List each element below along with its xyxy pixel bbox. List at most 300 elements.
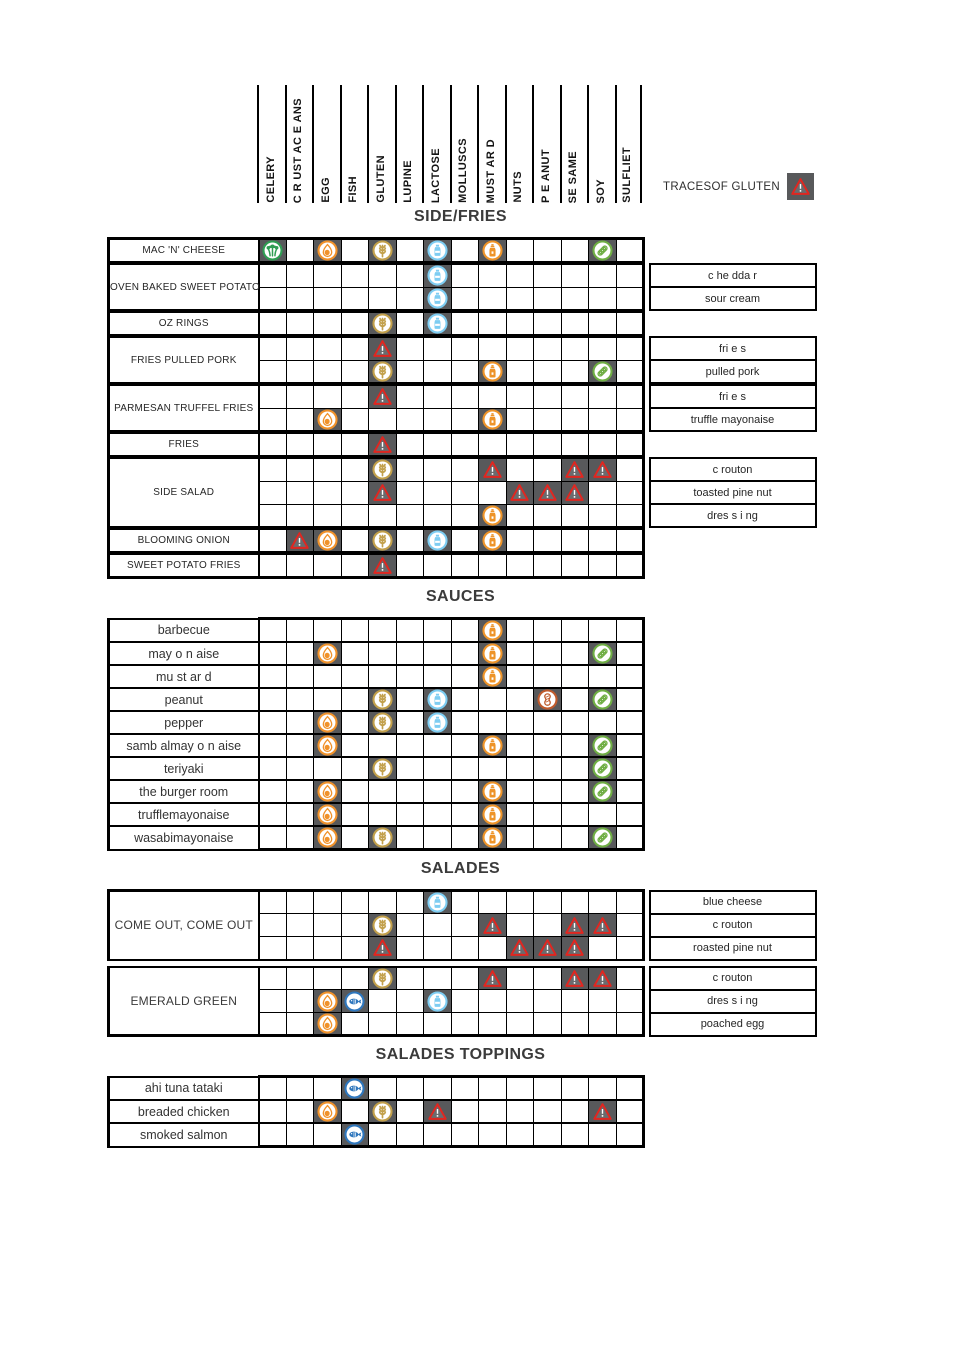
allergen-cell (616, 1100, 644, 1123)
allergen-cell (341, 757, 369, 780)
allergen-cell (561, 408, 589, 431)
allergen-cell (286, 408, 314, 431)
allergen-column-label: SE SAME (567, 150, 580, 203)
ingredient-label: truffle mayonaise (650, 408, 816, 431)
allergen-cell (616, 239, 644, 263)
allergen-cell (589, 433, 617, 456)
dish-label: COME OUT, COME OUT (109, 891, 259, 960)
allergen-cell (451, 360, 479, 383)
dish-group (107, 263, 817, 311)
allergen-cell (506, 619, 534, 643)
allergen-cell (424, 287, 452, 310)
allergen-cell (314, 914, 342, 937)
egg-icon (317, 643, 338, 664)
allergen-cell (259, 1013, 287, 1036)
allergen-cell (561, 1100, 589, 1123)
allergen-cell (534, 385, 562, 408)
allergen-cell (286, 385, 314, 408)
allergen-cell (451, 757, 479, 780)
allergen-cell (561, 665, 589, 688)
dish-label: OZ RINGS (109, 312, 259, 335)
allergen-cell (314, 504, 342, 527)
allergen-cell (616, 937, 644, 960)
traces-warning-icon (537, 482, 558, 503)
allergen-cell (341, 408, 369, 431)
ingredient-label-empty (650, 529, 816, 552)
ingredient-label-empty (650, 734, 816, 757)
allergen-cell (534, 937, 562, 960)
traces-warning-icon (509, 482, 530, 503)
allergen-cell (286, 803, 314, 826)
allergen-cell (589, 780, 617, 803)
allergen-cell (561, 990, 589, 1013)
ingredient-label-empty (650, 239, 816, 263)
allergen-cell (451, 711, 479, 734)
allergen-cell (534, 433, 562, 456)
allergen-cell (396, 385, 424, 408)
allergen-cell (341, 529, 369, 552)
allergen-cell (424, 264, 452, 287)
allergen-cell (506, 711, 534, 734)
allergen-column-header (285, 85, 313, 203)
allergen-cell (506, 337, 534, 360)
traces-warning-icon (564, 937, 585, 958)
traces-warning-icon (564, 459, 585, 480)
allergen-cell (506, 757, 534, 780)
allergen-cell (479, 1077, 507, 1101)
allergen-cell (286, 1100, 314, 1123)
dish-label: MAC 'N' CHEESE (109, 239, 259, 263)
allergen-cell (561, 1077, 589, 1101)
allergen-cell (506, 312, 534, 335)
allergen-cell (561, 688, 589, 711)
egg-icon (317, 240, 338, 261)
traces-warning-icon (564, 915, 585, 936)
ingredient-label: sour cream (650, 287, 816, 310)
allergen-cell (286, 504, 314, 527)
dish-group (107, 237, 816, 263)
allergen-cell (369, 239, 397, 263)
allergen-cell (341, 1123, 369, 1147)
allergen-cell (561, 360, 589, 383)
allergen-cell (589, 688, 617, 711)
allergen-cell (479, 385, 507, 408)
allergen-cell (451, 937, 479, 960)
allergen-cell (589, 914, 617, 937)
soy-icon (592, 735, 613, 756)
allergen-cell (341, 780, 369, 803)
allergen-cell (451, 780, 479, 803)
allergen-cell (341, 665, 369, 688)
allergen-cell (479, 619, 507, 643)
allergen-cell (424, 688, 452, 711)
allergen-cell (369, 1100, 397, 1123)
mustard-icon (482, 530, 503, 551)
allergen-cell (534, 642, 562, 665)
soy-icon (592, 643, 613, 664)
traces-warning-icon (592, 1101, 613, 1122)
allergen-cell (616, 642, 644, 665)
allergen-cell (534, 239, 562, 263)
allergen-cell (534, 1013, 562, 1036)
allergen-cell (259, 1077, 287, 1101)
lactose-icon (427, 689, 448, 710)
allergen-cell (589, 757, 617, 780)
ingredient-label-empty (650, 803, 816, 826)
allergen-cell (314, 990, 342, 1013)
allergen-cell (286, 458, 314, 481)
allergen-cell (479, 433, 507, 456)
allergen-cell (479, 458, 507, 481)
allergen-cell (424, 385, 452, 408)
allergen-column-label: GLUTEN (374, 155, 387, 203)
gluten-icon (372, 530, 393, 551)
allergen-cell (479, 239, 507, 263)
mustard-icon (482, 804, 503, 825)
allergen-cell (616, 264, 644, 287)
table-row (109, 780, 816, 803)
section-title: SALADES TOPPINGS (375, 1046, 546, 1063)
allergen-cell (506, 1013, 534, 1036)
traces-warning-icon (372, 338, 393, 359)
peanut-icon (537, 689, 558, 710)
allergen-cell (589, 554, 617, 578)
allergen-cell (369, 408, 397, 431)
allergen-column-header (505, 85, 533, 203)
allergen-cell (589, 408, 617, 431)
allergen-cell (616, 688, 644, 711)
allergen-cell (616, 891, 644, 914)
allergen-cell (369, 914, 397, 937)
allergen-cell (506, 967, 534, 990)
allergen-cell (396, 665, 424, 688)
allergen-cell (534, 408, 562, 431)
table-row (109, 665, 816, 688)
allergen-cell (396, 481, 424, 504)
allergen-cell (534, 1077, 562, 1101)
allergen-cell (396, 337, 424, 360)
dish-label: FRIES PULLED PORK (109, 337, 259, 383)
dish-label: wasabimayonaise (109, 826, 259, 850)
allergen-cell (616, 312, 644, 335)
allergen-cell (534, 780, 562, 803)
allergen-cell (396, 803, 424, 826)
allergen-cell (341, 688, 369, 711)
allergen-cell (286, 337, 314, 360)
allergen-cell (314, 642, 342, 665)
allergen-cell (286, 287, 314, 310)
table-row (109, 264, 816, 287)
allergen-cell (534, 803, 562, 826)
allergen-cell (396, 937, 424, 960)
ingredient-label: toasted pine nut (650, 481, 816, 504)
allergen-cell (561, 458, 589, 481)
allergen-cell (506, 826, 534, 850)
allergen-cell (561, 554, 589, 578)
allergen-cell (314, 1077, 342, 1101)
dish-label: PARMESAN TRUFFEL FRIES (109, 385, 259, 431)
table-row (109, 433, 816, 456)
allergen-cell (589, 891, 617, 914)
allergen-cell (369, 937, 397, 960)
allergen-cell (341, 619, 369, 643)
allergen-cell (534, 757, 562, 780)
dish-group (107, 889, 817, 961)
allergen-cell (534, 891, 562, 914)
allergen-cell (286, 239, 314, 263)
allergen-cell (589, 990, 617, 1013)
allergen-cell (451, 826, 479, 850)
allergen-cell (424, 914, 452, 937)
allergen-cell (396, 287, 424, 310)
ingredient-label: dres s i ng (650, 990, 816, 1013)
allergen-cell (369, 337, 397, 360)
allergen-cell (424, 504, 452, 527)
dish-label: ahi tuna tataki (109, 1077, 259, 1101)
table-row (109, 529, 816, 552)
allergen-cell (479, 826, 507, 850)
allergen-column-label: MUST AR D (484, 138, 497, 203)
allergen-cell (314, 239, 342, 263)
allergen-cell (286, 891, 314, 914)
allergen-cell (534, 734, 562, 757)
allergen-cell (616, 481, 644, 504)
allergen-cell (451, 914, 479, 937)
allergen-cell (396, 891, 424, 914)
allergen-cell (616, 287, 644, 310)
traces-warning-icon (787, 173, 814, 200)
dish-label: EMERALD GREEN (109, 967, 259, 1036)
soy-icon (592, 689, 613, 710)
allergen-cell (424, 1123, 452, 1147)
allergen-cell (451, 665, 479, 688)
allergen-cell (534, 1100, 562, 1123)
allergen-column-header (560, 85, 588, 203)
allergen-column-header (477, 85, 505, 203)
mustard-icon (482, 827, 503, 848)
allergen-column-header (367, 85, 395, 203)
allergen-column-label: CELERY (264, 156, 277, 203)
allergen-cell (424, 1013, 452, 1036)
allergen-cell (259, 1123, 287, 1147)
allergen-column-header (532, 85, 560, 203)
allergen-cell (616, 504, 644, 527)
allergen-cell (396, 967, 424, 990)
legend-label: TRACESOF GLUTEN (663, 180, 780, 193)
allergen-cell (314, 408, 342, 431)
allergen-cell (286, 688, 314, 711)
allergen-cell (534, 504, 562, 527)
table-row (109, 757, 816, 780)
allergen-cell (616, 458, 644, 481)
allergen-cell (561, 385, 589, 408)
allergen-cell (396, 312, 424, 335)
allergen-cell (589, 1077, 617, 1101)
ingredient-label-empty (650, 642, 816, 665)
dish-group (107, 336, 817, 384)
allergen-cell (451, 1123, 479, 1147)
allergen-cell (341, 1100, 369, 1123)
allergen-cell (369, 1013, 397, 1036)
allergen-column-header (450, 85, 478, 203)
allergen-cell (396, 619, 424, 643)
allergen-cell (259, 803, 287, 826)
allergen-cell (369, 554, 397, 578)
allergen-cell (479, 642, 507, 665)
allergen-cell (534, 619, 562, 643)
traces-warning-icon (372, 434, 393, 455)
allergen-cell (479, 803, 507, 826)
allergen-cell (479, 734, 507, 757)
allergen-cell (259, 826, 287, 850)
dish-label: smoked salmon (109, 1123, 259, 1147)
allergen-cell (506, 1077, 534, 1101)
egg-icon (317, 735, 338, 756)
allergen-header-row (257, 85, 642, 203)
ingredient-label: poached egg (650, 1013, 816, 1036)
allergen-cell (506, 803, 534, 826)
gluten-icon (372, 915, 393, 936)
allergen-cell (259, 780, 287, 803)
mustard-icon (482, 240, 503, 261)
allergen-cell (369, 826, 397, 850)
allergen-cell (506, 688, 534, 711)
soy-icon (592, 758, 613, 779)
allergen-cell (314, 481, 342, 504)
allergen-cell (506, 385, 534, 408)
allergen-cell (314, 337, 342, 360)
allergen-cell (396, 529, 424, 552)
allergen-cell (506, 642, 534, 665)
allergen-cell (479, 780, 507, 803)
allergen-cell (341, 803, 369, 826)
soy-icon (592, 240, 613, 261)
allergen-cell (341, 312, 369, 335)
allergen-cell (341, 360, 369, 383)
allergen-cell (259, 967, 287, 990)
allergen-cell (286, 619, 314, 643)
allergen-cell (451, 688, 479, 711)
allergen-cell (396, 264, 424, 287)
allergen-cell (369, 264, 397, 287)
allergen-cell (424, 937, 452, 960)
allergen-cell (314, 1013, 342, 1036)
allergen-cell (534, 665, 562, 688)
gluten-icon (372, 1101, 393, 1122)
allergen-cell (396, 711, 424, 734)
allergen-cell (314, 312, 342, 335)
allergen-column-label: NUTS (512, 171, 525, 203)
allergen-cell (451, 803, 479, 826)
allergen-cell (424, 408, 452, 431)
traces-warning-icon (509, 937, 530, 958)
egg-icon (317, 827, 338, 848)
dish-label: teriyaki (109, 757, 259, 780)
allergen-cell (561, 914, 589, 937)
allergen-cell (259, 937, 287, 960)
allergen-cell (396, 1077, 424, 1101)
allergen-cell (259, 408, 287, 431)
allergen-cell (506, 554, 534, 578)
traces-warning-icon (564, 482, 585, 503)
allergen-cell (314, 433, 342, 456)
allergen-cell (314, 360, 342, 383)
table-row (109, 688, 816, 711)
allergen-cell (424, 554, 452, 578)
allergen-cell (286, 914, 314, 937)
egg-icon (317, 1101, 338, 1122)
allergen-cell (589, 826, 617, 850)
allergen-cell (259, 287, 287, 310)
allergen-cell (314, 937, 342, 960)
allergen-cell (561, 757, 589, 780)
fish-icon (344, 991, 365, 1012)
allergen-cell (314, 803, 342, 826)
allergen-cell (479, 504, 507, 527)
ingredient-label-empty (650, 826, 816, 850)
traces-of-gluten-legend (663, 173, 814, 200)
allergen-cell (451, 433, 479, 456)
gluten-icon (372, 689, 393, 710)
dish-group (107, 457, 817, 528)
allergen-cell (286, 826, 314, 850)
ingredient-label: dres s i ng (650, 504, 816, 527)
allergen-cell (561, 711, 589, 734)
allergen-cell (396, 688, 424, 711)
allergen-cell (369, 433, 397, 456)
allergen-cell (259, 688, 287, 711)
allergen-cell (369, 891, 397, 914)
gluten-icon (372, 240, 393, 261)
allergen-cell (341, 642, 369, 665)
allergen-cell (479, 312, 507, 335)
allergen-cell (369, 458, 397, 481)
allergen-cell (314, 967, 342, 990)
allergen-cell (589, 1013, 617, 1036)
allergen-cell (396, 642, 424, 665)
allergen-cell (369, 481, 397, 504)
allergen-cell (589, 239, 617, 263)
ingredient-label-empty (650, 619, 816, 643)
fish-icon (344, 1078, 365, 1099)
dish-label: SIDE SALAD (109, 458, 259, 527)
allergen-cell (561, 780, 589, 803)
allergen-cell (561, 967, 589, 990)
mustard-icon (482, 505, 503, 526)
table-row (109, 803, 816, 826)
table-row (109, 619, 816, 643)
allergen-cell (286, 780, 314, 803)
allergen-cell (286, 481, 314, 504)
allergen-cell (424, 239, 452, 263)
mustard-icon (482, 781, 503, 802)
dish-label: SWEET POTATO FRIES (109, 554, 259, 578)
allergen-cell (286, 360, 314, 383)
ingredient-label: c routon (650, 914, 816, 937)
allergen-cell (286, 1077, 314, 1101)
allergen-cell (561, 803, 589, 826)
allergen-cell (424, 1100, 452, 1123)
section-title: SAUCES (425, 588, 496, 605)
allergen-cell (616, 734, 644, 757)
allergen-cell (259, 385, 287, 408)
allergen-cell (534, 458, 562, 481)
allergen-cell (479, 360, 507, 383)
allergen-cell (616, 385, 644, 408)
allergen-cell (479, 688, 507, 711)
allergen-cell (589, 264, 617, 287)
lactose-icon (427, 240, 448, 261)
